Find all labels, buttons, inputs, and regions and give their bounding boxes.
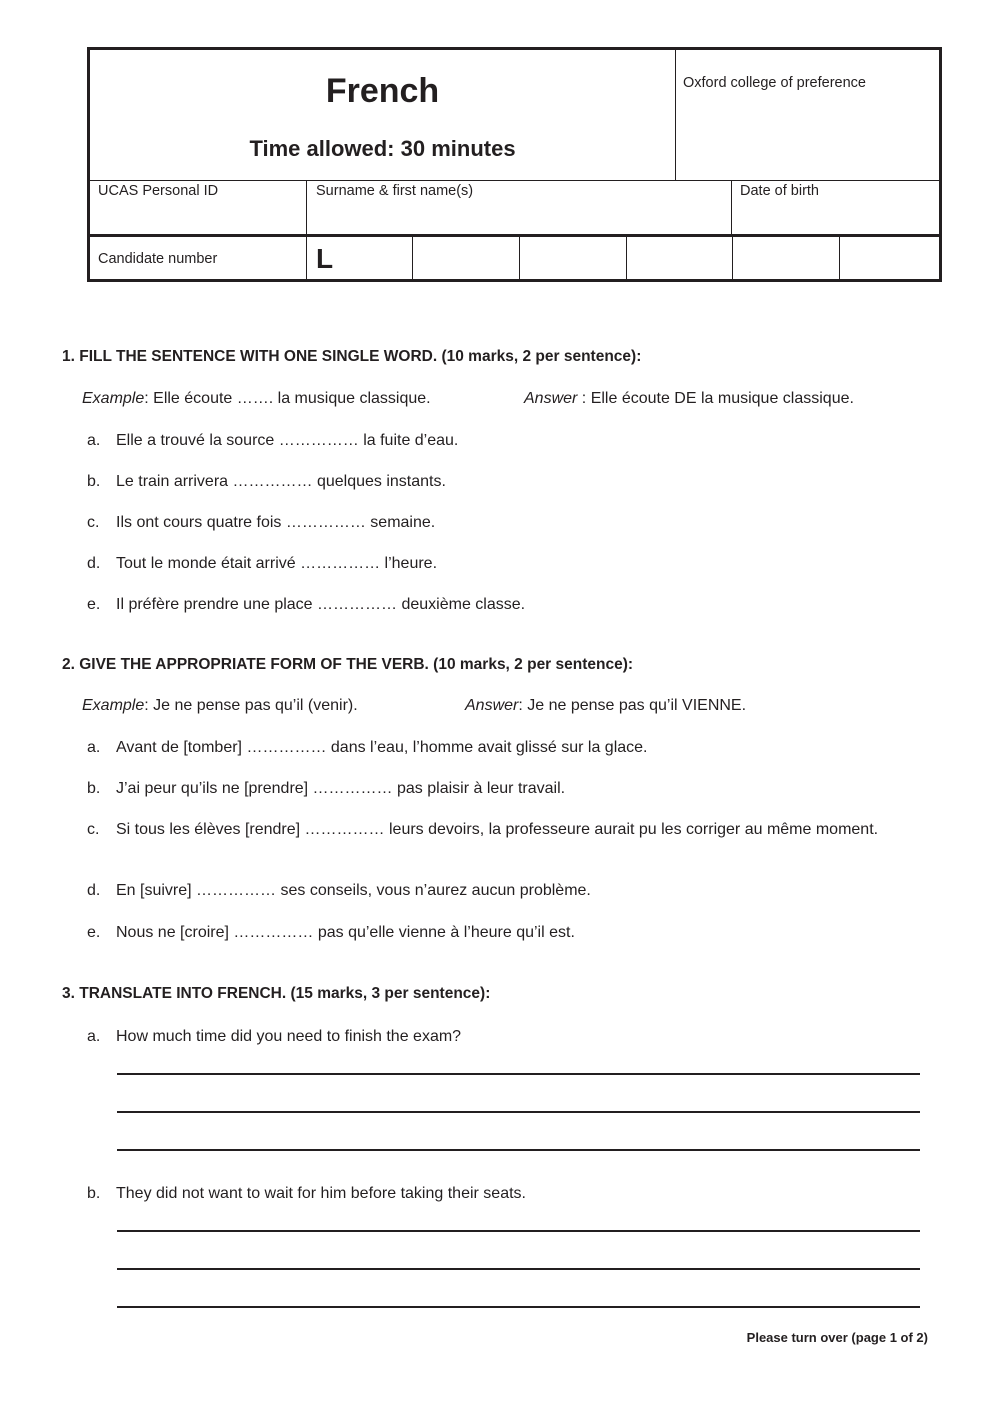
question-2d: d. En [suivre] …………… ses conseils, vous n’aurez aucun problème.: [87, 880, 916, 901]
section-3-heading: 3. TRANSLATE INTO FRENCH. (15 marks, 3 per sentence):: [62, 985, 491, 1002]
question-text: Si tous les élèves [rendre] …………… leurs devoirs, la professeure aurait pu les corriger au même moment.: [116, 821, 879, 838]
question-3b: b. They did not want to wait for him before taking their seats.: [87, 1183, 916, 1204]
example-text: : Elle écoute ……. la musique classique.: [144, 390, 431, 407]
example-label: Example: [82, 697, 145, 714]
section-1-example: [82, 390, 431, 408]
header-title-row: [90, 50, 939, 181]
candidate-digit-box[interactable]: [626, 237, 627, 282]
question-text: They did not want to wait for him before taking their seats.: [116, 1185, 526, 1202]
question-text: J’ai peur qu’ils ne [prendre] …………… pas plaisir à leur travail.: [116, 780, 566, 797]
answer-text: : Je ne pense pas qu’il VIENNE.: [518, 697, 747, 714]
question-text: Il préfère prendre une place …………… deuxième classe.: [116, 596, 526, 613]
question-text: Tout le monde était arrivé …………… l’heure.: [116, 555, 438, 572]
exam-subject-title: French: [325, 72, 440, 110]
answer-line-3b-1[interactable]: [117, 1230, 920, 1232]
candidate-number-label: Candidate number: [98, 251, 218, 267]
divider: [731, 180, 732, 234]
candidate-digit-box[interactable]: [519, 237, 520, 282]
answer-label: Answer: [465, 697, 519, 714]
question-text: Nous ne [croire] …………… pas qu’elle vienne à l’heure qu’il est.: [116, 924, 575, 941]
question-1d: d. Tout le monde était arrivé …………… l’heure.: [87, 553, 916, 574]
question-text: Ils ont cours quatre fois …………… semaine.: [116, 514, 436, 531]
college-preference-label: Oxford college of preference: [683, 75, 866, 91]
question-text: Elle a trouvé la source …………… la fuite d’eau.: [116, 432, 459, 449]
answer-line-3a-3[interactable]: [117, 1149, 920, 1151]
time-allowed: Time allowed: 30 minutes: [249, 136, 516, 161]
dob-label: Date of birth: [740, 183, 819, 199]
question-2b: b. J’ai peur qu’ils ne [prendre] …………… pas plaisir à leur travail.: [87, 778, 916, 799]
divider: [306, 180, 307, 234]
divider: [306, 237, 307, 282]
candidate-digit-box[interactable]: [412, 237, 413, 282]
answer-line-3a-2[interactable]: [117, 1111, 920, 1113]
name-label: Surname & first name(s): [316, 183, 474, 199]
candidate-number-row: [90, 237, 939, 282]
answer-line-3b-2[interactable]: [117, 1268, 920, 1270]
title-cell: [90, 50, 676, 180]
section-2-heading: 2. GIVE THE APPROPRIATE FORM OF THE VERB. (10 marks, 2 per sentence):: [62, 656, 634, 673]
question-2a: a. Avant de [tomber] …………… dans l’eau, l’homme avait glissé sur la glace.: [87, 737, 916, 758]
section-1-heading: 1. FILL THE SENTENCE WITH ONE SINGLE WORD. (10 marks, 2 per sentence):: [62, 348, 642, 365]
header-info-row: [90, 180, 939, 237]
example-text: : Je ne pense pas qu’il (venir).: [144, 697, 358, 714]
question-text: Le train arrivera …………… quelques instants.: [116, 473, 446, 490]
answer-line-3b-3[interactable]: [117, 1306, 920, 1308]
question-1e: e. Il préfère prendre une place …………… deuxième classe.: [87, 594, 916, 615]
section-1-answer: [524, 390, 854, 408]
question-1b: b. Le train arrivera …………… quelques instants.: [87, 471, 916, 492]
question-text: Avant de [tomber] …………… dans l’eau, l’homme avait glissé sur la glace.: [116, 739, 648, 756]
candidate-header-table: [87, 47, 942, 282]
question-1c: c. Ils ont cours quatre fois …………… semaine.: [87, 512, 916, 533]
ucas-id-label: UCAS Personal ID: [98, 183, 219, 199]
page-footer: Please turn over (page 1 of 2): [746, 1330, 928, 1345]
answer-line-3a-1[interactable]: [117, 1073, 920, 1075]
candidate-number-prefix: L: [316, 243, 334, 274]
question-text: En [suivre] …………… ses conseils, vous n’aurez aucun problème.: [116, 882, 591, 899]
example-label: Example: [82, 390, 145, 407]
section-2-example: [82, 697, 358, 715]
question-text: How much time did you need to finish the exam?: [116, 1028, 462, 1045]
candidate-digit-box[interactable]: [839, 237, 840, 282]
question-2e: e. Nous ne [croire] …………… pas qu’elle vienne à l’heure qu’il est.: [87, 922, 916, 943]
question-3a: a. How much time did you need to finish the exam?: [87, 1026, 916, 1047]
question-2c: c. Si tous les élèves [rendre] …………… leurs devoirs, la professeure aurait pu les corriger au même moment.: [87, 819, 916, 840]
answer-label: Answer: [524, 390, 578, 407]
candidate-digit-box[interactable]: [732, 237, 733, 282]
answer-text: : Elle écoute DE la musique classique.: [577, 390, 854, 407]
section-2-answer: [465, 697, 746, 715]
question-1a: a. Elle a trouvé la source …………… la fuite d’eau.: [87, 430, 916, 451]
